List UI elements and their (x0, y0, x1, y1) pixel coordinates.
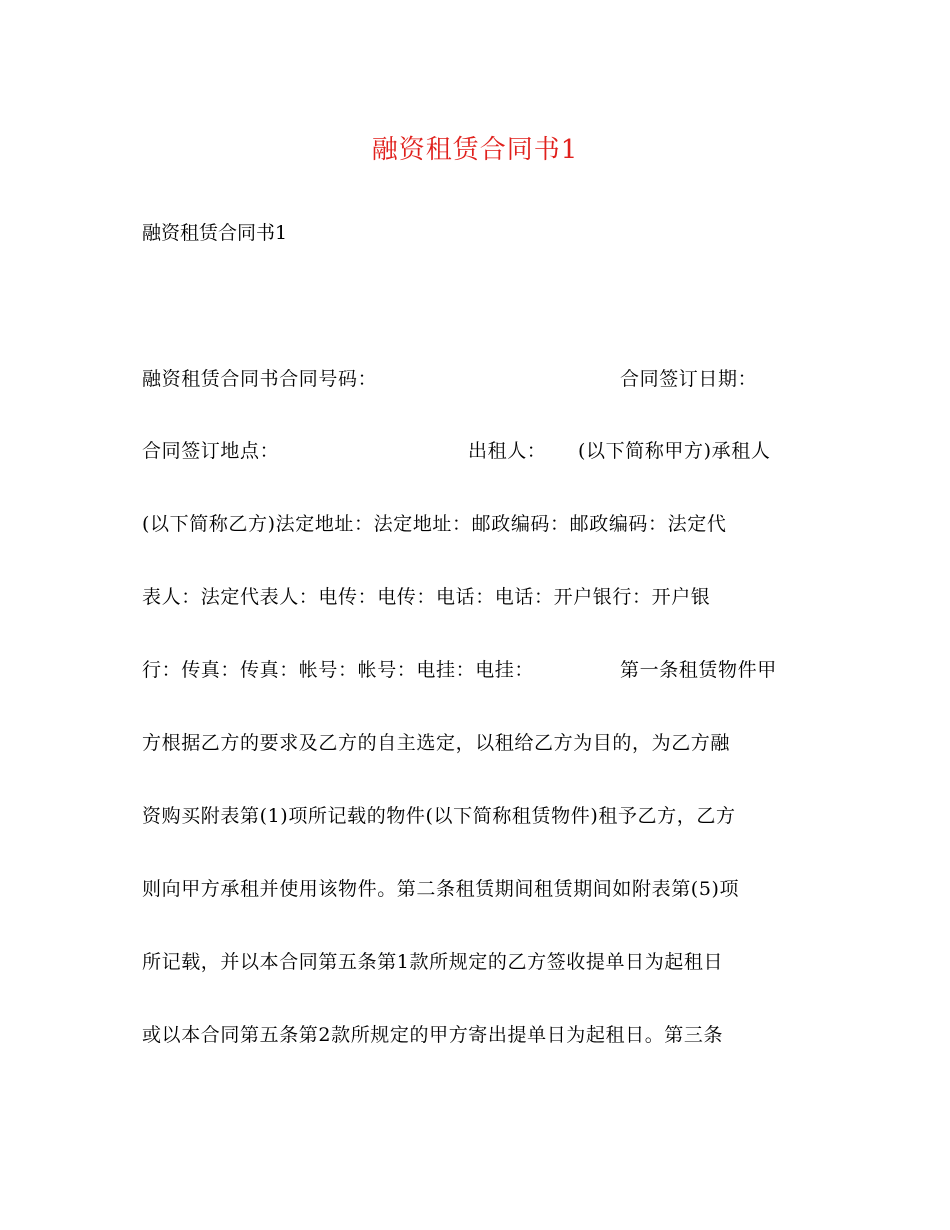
body-line: 资购买附表第(1)项所记载的物件(以下简称租赁物件)租予乙方，乙方 (142, 805, 736, 827)
sign-place-label: 合同签订地点： (142, 440, 280, 462)
body-line: 方根据乙方的要求及乙方的自主选定，以租给乙方为目的，为乙方融 (142, 732, 731, 754)
body-line: (以下简称乙方)法定地址：法定地址：邮政编码：邮政编码：法定代 (142, 513, 727, 535)
contract-number-label: 融资租赁合同书合同号码： (142, 368, 378, 390)
document-subtitle: 融资租赁合同书1 (142, 222, 288, 244)
body-line: 则向甲方承租并使用该物件。第二条租赁期间租赁期间如附表第(5)项 (142, 878, 740, 900)
body-line: 表人：法定代表人：电传：电传：电话：电话：开户银行：开户银 (142, 586, 711, 608)
body-line: 所记载，并以本合同第五条第1款所规定的乙方签收提单日为起租日 (142, 951, 724, 973)
document-title: 融资租赁合同书1 (371, 135, 579, 165)
sign-date-label: 合同签订日期： (620, 368, 758, 390)
lessee-label: (以下简称甲方)承租人 (578, 440, 771, 462)
lessor-label: 出租人： (468, 440, 547, 462)
body-line: 行：传真：传真：帐号：帐号：电挂：电挂： (142, 659, 535, 681)
article-one-heading: 第一条租赁物件甲 (620, 659, 777, 681)
body-line: 或以本合同第五条第2款所规定的甲方寄出提单日为起租日。第三条 (142, 1024, 724, 1046)
